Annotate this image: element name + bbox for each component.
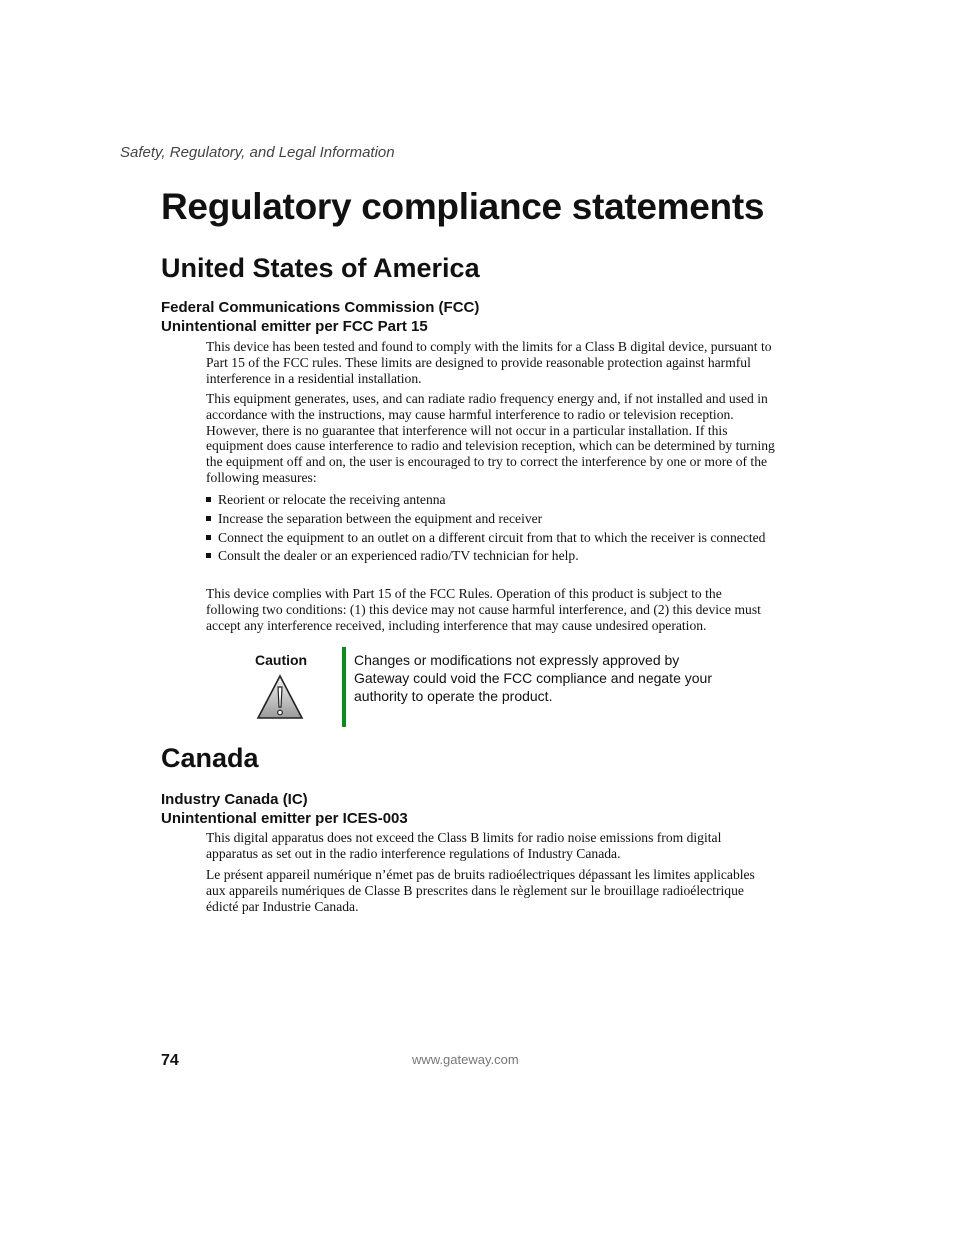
footer-url-link[interactable]: www.gateway.com xyxy=(412,1052,519,1067)
fcc-paragraph-3-text: This device complies with Part 15 of the FCC Rules. Operation of this product is subject to the following two conditions: (1) this device may not cause harmful interference, and (2) this device must accept any interference received, including interference that may cause undesired operation. xyxy=(206,586,761,633)
fcc-paragraph-1 xyxy=(206,339,776,386)
bullet-icon xyxy=(206,535,211,540)
list-item xyxy=(206,511,776,527)
fcc-measures-list xyxy=(206,492,776,567)
list-item-text: Connect the equipment to an outlet on a different circuit from that to which the receiver is connected xyxy=(218,529,766,545)
fcc-paragraph-2 xyxy=(206,391,776,486)
ic-paragraph-2-text: Le présent appareil numérique n’émet pas de bruits radioélectriques dépassant les limites applicables aux appareils numériques de Classe B prescrites dans le règlement sur le brouillage radioélectrique édicté par Industrie Canada. xyxy=(206,867,755,914)
page-title: Regulatory compliance statements xyxy=(161,186,765,227)
list-item-text: Reorient or relocate the receiving antenna xyxy=(218,492,446,507)
list-item xyxy=(206,530,776,546)
ic-paragraph-2 xyxy=(206,867,776,914)
list-item-text: Increase the separation between the equipment and receiver xyxy=(218,510,543,526)
fcc-paragraph-2-text: This equipment generates, uses, and can radiate radio frequency energy and, if not installed and used in accordance with the instructions, may cause harmful interference to radio or television reception. However, there is no guarantee that interference will not occur in a particular installation. If this equipment does cause interference to radio and television reception, which can be determined by turning the equipment off and on, the user is encouraged to try to correct the interference by one or more of the following measures: xyxy=(206,391,775,485)
subheading-fcc-line1: Federal Communications Commission (FCC) xyxy=(161,299,480,316)
bullet-icon xyxy=(206,516,211,521)
caution-label: Caution xyxy=(255,652,308,668)
subheading-ic-line1: Industry Canada (IC) xyxy=(161,791,308,808)
fcc-paragraph-1-text: This device has been tested and found to comply with the limits for a Class B digital device, pursuant to Part 15 of the FCC rules. These limits are designed to provide reasonable protection against harmful interference in a residential installation. xyxy=(206,339,772,386)
ic-paragraph-1 xyxy=(206,830,776,862)
list-item-text: Consult the dealer or an experienced radio/TV technician for help. xyxy=(218,548,579,564)
page-number: 74 xyxy=(161,1052,179,1069)
caution-text: Changes or modifications not expressly approved by Gateway could void the FCC compliance and negate your authority to operate the product. xyxy=(354,652,712,704)
section-heading-usa: United States of America xyxy=(161,253,480,283)
subheading-ic xyxy=(161,790,408,828)
caution-accent-bar xyxy=(342,647,346,727)
subheading-fcc xyxy=(161,298,479,336)
warning-triangle-icon xyxy=(256,674,304,725)
fcc-paragraph-3 xyxy=(206,586,776,633)
bullet-icon xyxy=(206,553,211,558)
ic-paragraph-1-text: This digital apparatus does not exceed the Class B limits for radio noise emissions from digital apparatus as set out in the radio interference regulations of Industry Canada. xyxy=(206,830,722,861)
list-item xyxy=(206,548,776,564)
section-heading-canada: Canada xyxy=(161,743,259,773)
subheading-fcc-line2: Unintentional emitter per FCC Part 15 xyxy=(161,318,428,335)
list-item xyxy=(206,492,776,508)
bullet-icon xyxy=(206,497,211,502)
running-header: Safety, Regulatory, and Legal Information xyxy=(120,144,395,161)
subheading-ic-line2: Unintentional emitter per ICES-003 xyxy=(161,810,408,827)
